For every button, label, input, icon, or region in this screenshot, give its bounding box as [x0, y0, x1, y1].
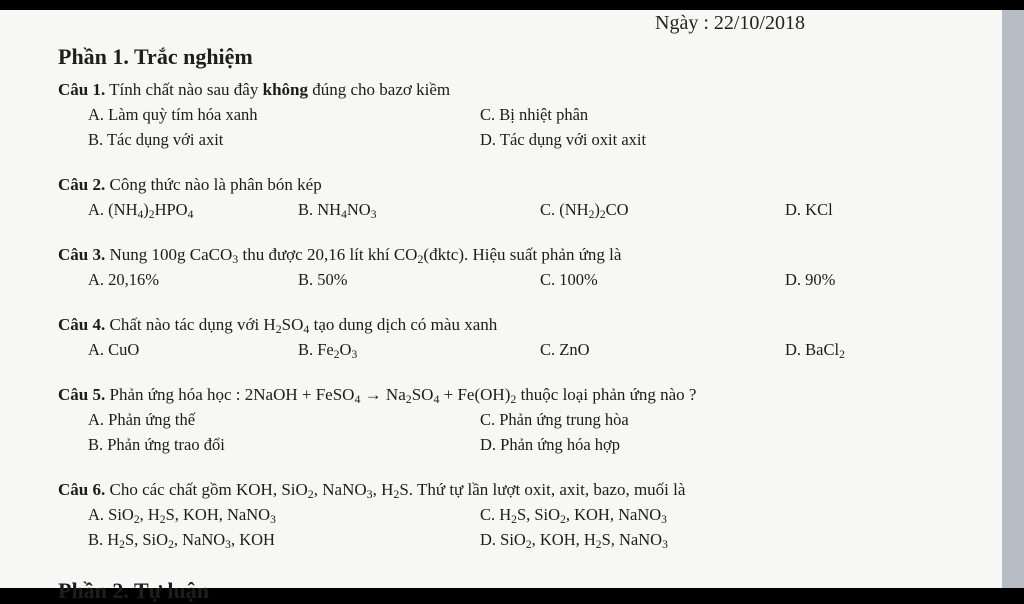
- question-5-text: Phản ứng hóa học : 2NaOH + FeSO$_4$ → $Na_2SO_4 + Fe(OH)_2$ thuộc loại phản ứng nào ?: [105, 385, 697, 406]
- question-6-option-d: D. SiO$_2$, KOH, $H_2S$, NaNO$_3$: [480, 530, 668, 551]
- question-1-option-d: D. Tác dụng với oxit axit: [480, 130, 647, 149]
- question-4-option-d: D. BaCl$_2$: [785, 340, 845, 361]
- question-3-option-b: B. 50%: [298, 270, 348, 289]
- question-1-text-after: đúng cho bazơ kiềm: [307, 80, 451, 99]
- question-2-text: Công thức nào là phân bón kép: [105, 175, 322, 194]
- question-6-option-b: B. $H_2S$, SiO$_2$, NaNO$_3$, KOH: [88, 530, 275, 551]
- question-2-option-a: A. $(NH_4)_2HPO_4$: [88, 200, 194, 221]
- question-3-option-d: D. 90%: [785, 270, 836, 289]
- question-3-option-c: C. 100%: [540, 270, 598, 289]
- question-4-option-c: C. ZnO: [540, 340, 590, 359]
- question-5-option-d: D. Phản ứng hóa hợp: [480, 435, 621, 454]
- question-5-option-a: A. Phản ứng thế: [88, 410, 196, 429]
- question-1: [58, 80, 450, 100]
- date-line: Ngày : 22/10/2018: [655, 12, 805, 34]
- question-2-option-c: C. $(NH_2)_2CO$: [540, 200, 629, 221]
- question-3-label: Câu 3.: [58, 245, 106, 264]
- question-2-option-d: D. KCl: [785, 200, 833, 219]
- question-4-option-a: A. CuO: [88, 340, 140, 359]
- question-2-label: Câu 2.: [58, 175, 106, 194]
- question-1-text-before: Tính chất nào sau đây: [105, 80, 263, 99]
- question-6-option-a: A. SiO$_2$, $H_2S$, KOH, NaNO$_3$: [88, 505, 276, 526]
- part2-title-cutoff: Phần 2. Tự luận: [58, 578, 209, 603]
- question-3: [58, 245, 621, 265]
- question-4-option-b: B. $Fe_2O_3$: [298, 340, 358, 361]
- question-4: [58, 315, 497, 335]
- part1-title: Phần 1. Trắc nghiệm: [58, 44, 253, 69]
- question-6-option-c: C. $H_2S$, SiO$_2$, KOH, NaNO$_3$: [480, 505, 667, 526]
- question-1-option-a: A. Làm quỳ tím hóa xanh: [88, 105, 258, 124]
- question-4-text: Chất nào tác dụng với $H_2SO_4$ tạo dung dịch có màu xanh: [105, 315, 498, 336]
- question-5: [58, 385, 696, 405]
- question-2: [58, 175, 322, 195]
- question-5-label: Câu 5.: [58, 385, 106, 404]
- question-1-option-b: B. Tác dụng với axit: [88, 130, 224, 149]
- question-1-text-bold: không: [262, 80, 308, 99]
- question-4-label: Câu 4.: [58, 315, 106, 334]
- question-5-option-c: C. Phản ứng trung hòa: [480, 410, 629, 429]
- question-1-option-c: C. Bị nhiệt phân: [480, 105, 589, 124]
- screen-edge: [1002, 10, 1024, 588]
- question-3-text: Nung 100g CaCO$_3$ thu được 20,16 lít khí $CO_2(đktc)$. Hiệu suất phản ứng là: [105, 245, 622, 266]
- question-1-label: Câu 1.: [58, 80, 106, 99]
- question-5-option-b: B. Phản ứng trao đổi: [88, 435, 225, 454]
- question-6-text: Cho các chất gồm KOH, SiO$_2$, NaNO$_3$, $H_2S$. Thứ tự lần lượt oxit, axit, bazo, muối là: [105, 480, 686, 501]
- question-3-option-a: A. 20,16%: [88, 270, 160, 289]
- question-2-option-b: B. $NH_4NO_3$: [298, 200, 377, 221]
- question-6-label: Câu 6.: [58, 480, 106, 499]
- document-page: [0, 10, 1002, 603]
- question-6: [58, 480, 685, 500]
